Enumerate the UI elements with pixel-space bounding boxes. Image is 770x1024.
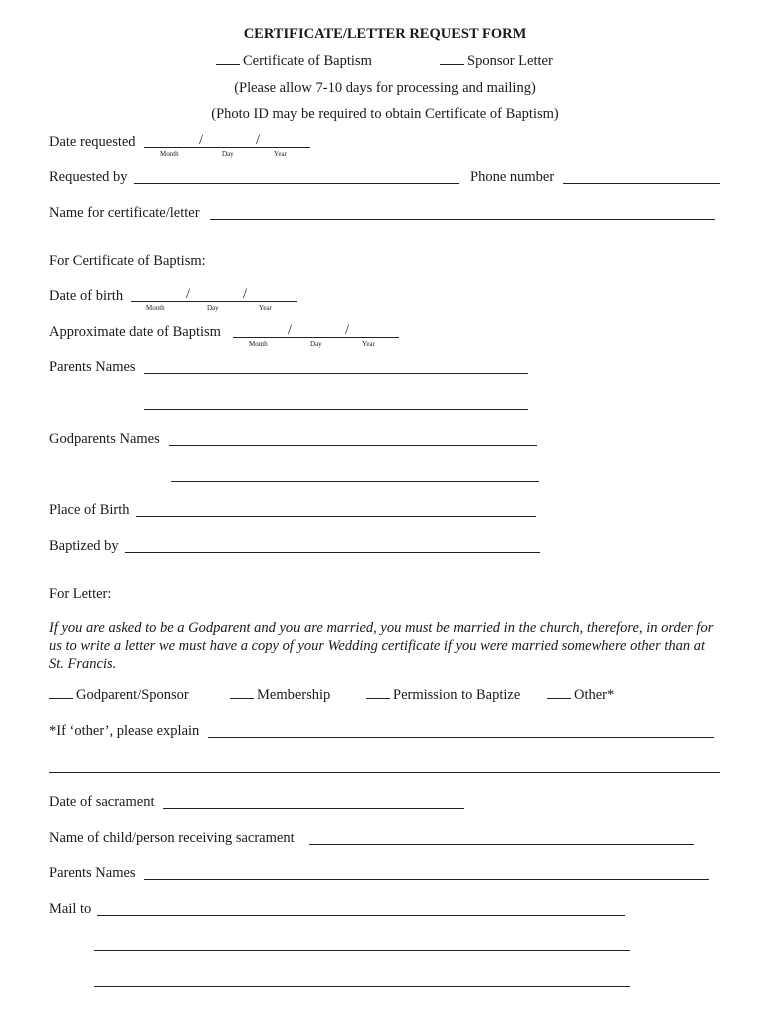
- date-requested-field[interactable]: [144, 147, 310, 148]
- other-option[interactable]: Other*: [547, 686, 614, 704]
- photo-id-note: (Photo ID may be required to obtain Certificate of Baptism): [211, 106, 559, 122]
- date-separator: /: [345, 322, 350, 338]
- month-caption: Month: [146, 304, 165, 312]
- day-caption: Day: [207, 304, 219, 312]
- date-separator: /: [186, 286, 191, 302]
- mail-to-field-2[interactable]: [94, 950, 630, 951]
- year-caption: Year: [259, 304, 272, 312]
- processing-note: (Please allow 7-10 days for processing and mailing): [234, 80, 536, 96]
- name-for-certificate-label: Name for certificate/letter: [49, 205, 200, 221]
- date-of-birth-label: Date of birth: [49, 288, 124, 304]
- name-receiving-sacrament-label: Name of child/person receiving sacrament: [49, 830, 295, 846]
- parents-names-label: Parents Names: [49, 359, 136, 375]
- letter-parents-names-field[interactable]: [144, 879, 709, 880]
- godparent-sponsor-option[interactable]: Godparent/Sponsor: [49, 686, 189, 704]
- checkbox-blank[interactable]: [230, 686, 254, 699]
- name-receiving-sacrament-field[interactable]: [309, 844, 694, 845]
- date-separator: /: [199, 132, 204, 148]
- place-of-birth-field[interactable]: [136, 516, 536, 517]
- baptism-section-heading: For Certificate of Baptism:: [49, 253, 206, 269]
- parents-names-field[interactable]: [144, 373, 528, 374]
- requested-by-label: Requested by: [49, 169, 128, 185]
- letter-parents-names-label: Parents Names: [49, 865, 136, 881]
- baptized-by-label: Baptized by: [49, 538, 119, 554]
- date-of-sacrament-label: Date of sacrament: [49, 794, 155, 810]
- checkbox-blank[interactable]: [366, 686, 390, 699]
- permission-to-baptize-option[interactable]: Permission to Baptize: [366, 686, 520, 704]
- approx-baptism-date-field[interactable]: [233, 337, 399, 338]
- checkbox-blank[interactable]: [547, 686, 571, 699]
- membership-option[interactable]: Membership: [230, 686, 330, 704]
- approx-baptism-date-label: Approximate date of Baptism: [49, 324, 221, 340]
- mail-to-field[interactable]: [97, 915, 625, 916]
- date-separator: /: [288, 322, 293, 338]
- mail-to-field-3[interactable]: [94, 986, 630, 987]
- other-explain-label: *If ‘other’, please explain: [49, 723, 200, 739]
- day-caption: Day: [310, 340, 322, 348]
- requested-by-field[interactable]: [134, 183, 459, 184]
- sponsor-letter-option[interactable]: Sponsor Letter: [440, 52, 553, 70]
- godparents-names-field-2[interactable]: [171, 481, 539, 482]
- phone-number-label: Phone number: [470, 169, 555, 185]
- checkbox-blank[interactable]: [216, 52, 240, 65]
- godparents-names-label: Godparents Names: [49, 431, 160, 447]
- date-of-sacrament-field[interactable]: [163, 808, 464, 809]
- certificate-of-baptism-option[interactable]: Certificate of Baptism: [216, 52, 372, 70]
- date-separator: /: [243, 286, 248, 302]
- date-requested-label: Date requested: [49, 134, 136, 150]
- place-of-birth-label: Place of Birth: [49, 502, 130, 518]
- month-caption: Month: [249, 340, 268, 348]
- phone-number-field[interactable]: [563, 183, 720, 184]
- other-explain-field[interactable]: [208, 737, 714, 738]
- baptized-by-field[interactable]: [125, 552, 540, 553]
- date-separator: /: [256, 132, 261, 148]
- year-caption: Year: [362, 340, 375, 348]
- godparents-names-field[interactable]: [169, 445, 537, 446]
- form-title: CERTIFICATE/LETTER REQUEST FORM: [243, 26, 527, 42]
- checkbox-blank[interactable]: [49, 686, 73, 699]
- parents-names-field-2[interactable]: [144, 409, 528, 410]
- name-for-certificate-field[interactable]: [210, 219, 715, 220]
- letter-requirement-note: If you are asked to be a Godparent and you are married, you must be married in the church, therefore, in order for us to write a letter we must have a copy of your Wedding certificate if you were married somewhere other than at St. Francis.: [49, 620, 714, 672]
- letter-section-heading: For Letter:: [49, 586, 112, 602]
- date-of-birth-field[interactable]: [131, 301, 297, 302]
- checkbox-blank[interactable]: [440, 52, 464, 65]
- other-explain-field-2[interactable]: [49, 772, 720, 773]
- mail-to-label: Mail to: [49, 901, 92, 917]
- month-caption: Month: [160, 150, 179, 158]
- year-caption: Year: [274, 150, 287, 158]
- day-caption: Day: [222, 150, 234, 158]
